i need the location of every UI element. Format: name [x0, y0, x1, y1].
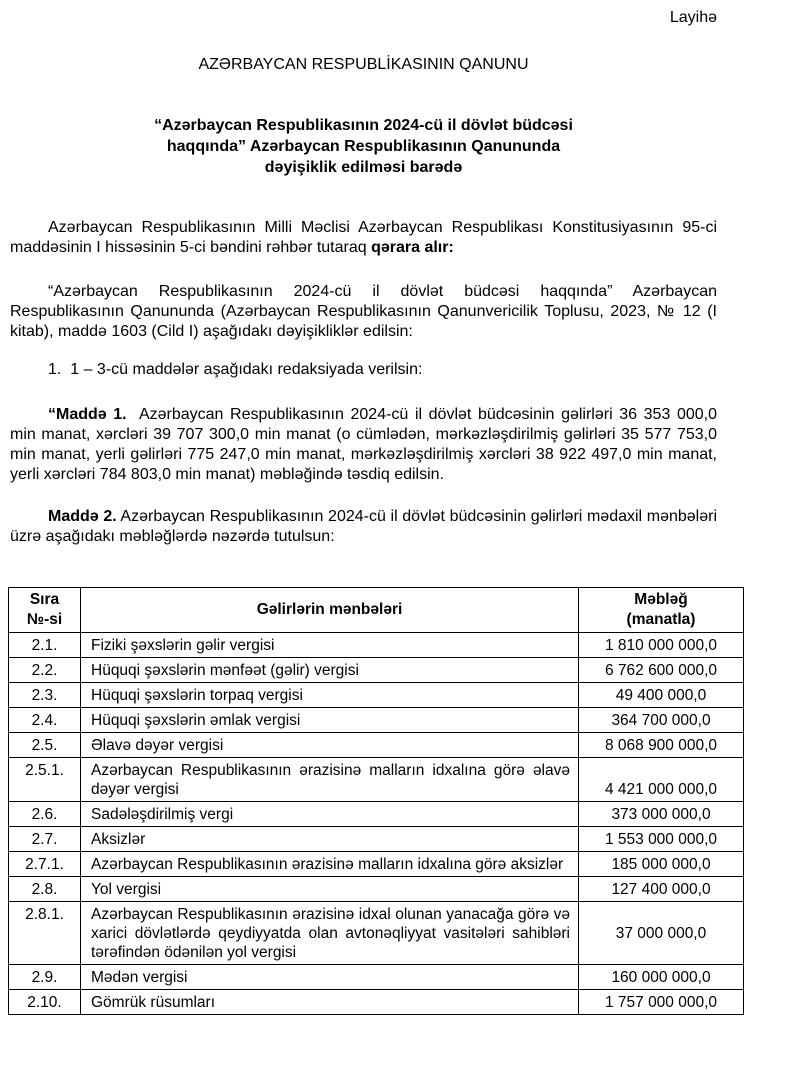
table-row — [9, 658, 744, 683]
cell-source: Gömrük rüsumları — [81, 990, 579, 1015]
table-row — [9, 990, 744, 1015]
article-1-paragraph — [10, 405, 717, 485]
article-1-text: Azərbaycan Respublikasının 2024-cü il dövlət büdcəsinin gəlirləri 36 353 000,0 min manat, xərcləri 39 707 300,0 min manat (o cümlədən, mərkəzləşdirilmiş gəlirləri 35 577 753,0 min manat, yerli gəlirləri 775 247,0 min manat, mərkəzləşdirilmiş xərcləri 38 922 497,0 min manat, yerli xərcləri 784 803,0 min manat) məbləğində təsdiq edilsin. — [10, 406, 717, 483]
cell-no: 2.9. — [9, 965, 81, 990]
header-cell-no: Sıra №-si — [9, 588, 81, 633]
cell-no: 2.8.1. — [9, 902, 81, 965]
cell-source: Hüquqi şəxslərin mənfəət (gəlir) vergisi — [81, 658, 579, 683]
cell-source: Əlavə dəyər vergisi — [81, 733, 579, 758]
cell-amount: 1 553 000 000,0 — [579, 827, 744, 852]
table-header-row — [9, 588, 744, 633]
article-2-label: Maddə 2. — [48, 508, 117, 525]
cell-amount: 6 762 600 000,0 — [579, 658, 744, 683]
cell-source: Sadələşdirilmiş vergi — [81, 802, 579, 827]
cell-amount: 127 400 000,0 — [579, 877, 744, 902]
draft-label: Layihə — [669, 9, 717, 26]
cell-source: Hüquqi şəxslərin əmlak vergisi — [81, 708, 579, 733]
table-row — [9, 733, 744, 758]
cell-source: Aksizlər — [81, 827, 579, 852]
cell-no: 2.1. — [9, 633, 81, 658]
cell-source: Fiziki şəxslərin gəlir vergisi — [81, 633, 579, 658]
cell-amount: 1 757 000 000,0 — [579, 990, 744, 1015]
table-row — [9, 708, 744, 733]
cell-amount: 49 400 000,0 — [579, 683, 744, 708]
cell-amount: 8 068 900 000,0 — [579, 733, 744, 758]
table-row — [9, 683, 744, 708]
article-2-paragraph — [10, 507, 717, 547]
cell-no: 2.7. — [9, 827, 81, 852]
cell-no: 2.4. — [9, 708, 81, 733]
table-row — [9, 827, 744, 852]
cell-source: Mədən vergisi — [81, 965, 579, 990]
cell-amount: 37 000 000,0 — [579, 902, 744, 965]
cell-source: Azərbaycan Respublikasının ərazisinə idxal olunan yanacağa görə və xarici dövlətlərdə qeydiyyatda olan avtonəqliyyat vasitələri sahibləri tərəfindən ödənilən yol vergisi — [81, 902, 579, 965]
amendment-paragraph: “Azərbaycan Respublikasının 2024-cü il dövlət büdcəsi haqqında” Azərbaycan Respublikasının Qanununda (Azərbaycan Respublikasının Qanunvericilik Toplusu, 2023, № 12 (I kitab), maddə 1603 (Cild I) aşağıdakı dəyişikliklər edilsin: — [10, 283, 717, 340]
cell-amount: 373 000 000,0 — [579, 802, 744, 827]
preamble-bold: qərara alır: — [371, 239, 454, 256]
article-1-label: “Maddə 1. — [48, 406, 127, 423]
table-row — [9, 877, 744, 902]
table-row — [9, 902, 744, 965]
cell-no: 2.10. — [9, 990, 81, 1015]
cell-amount: 4 421 000 000,0 — [579, 758, 744, 802]
preamble-paragraph — [10, 218, 717, 258]
table-row — [9, 965, 744, 990]
header-cell-source: Gəlirlərin mənbələri — [81, 588, 579, 633]
cell-source: Azərbaycan Respublikasının ərazisinə malların idxalına görə aksizlər — [81, 852, 579, 877]
cell-amount: 160 000 000,0 — [579, 965, 744, 990]
cell-no: 2.2. — [9, 658, 81, 683]
subject-heading-line-2: haqqında” Azərbaycan Respublikasının Qanununda — [166, 138, 561, 155]
cell-no: 2.6. — [9, 802, 81, 827]
revenue-table — [8, 587, 744, 1015]
cell-no: 2.5.1. — [9, 758, 81, 802]
article-2-text: Azərbaycan Respublikasının 2024-cü il dövlət büdcəsinin gəlirləri mədaxil mənbələri üzrə aşağıdakı məbləğlərdə nəzərdə tutulsun: — [10, 508, 718, 545]
subject-heading-line-1: “Azərbaycan Respublikasının 2024-cü il dövlət büdcəsi — [154, 117, 573, 134]
cell-source: Yol vergisi — [81, 877, 579, 902]
cell-no: 2.8. — [9, 877, 81, 902]
law-title: AZƏRBAYCAN RESPUBLİKASININ QANUNU — [198, 56, 529, 73]
table-row — [9, 802, 744, 827]
cell-amount: 1 810 000 000,0 — [579, 633, 744, 658]
header-cell-amount: Məbləğ (manatla) — [579, 588, 744, 633]
table-row — [9, 633, 744, 658]
cell-amount: 364 700 000,0 — [579, 708, 744, 733]
cell-no: 2.7.1. — [9, 852, 81, 877]
list-item-1: 1. 1 – 3-cü maddələr aşağıdakı redaksiyada verilsin: — [48, 361, 423, 378]
cell-source: Azərbaycan Respublikasının ərazisinə malların idxalına görə əlavə dəyər vergisi — [81, 758, 579, 802]
table-row — [9, 758, 744, 802]
cell-no: 2.5. — [9, 733, 81, 758]
cell-source: Hüquqi şəxslərin torpaq vergisi — [81, 683, 579, 708]
subject-heading — [10, 115, 717, 178]
preamble-text: Azərbaycan Respublikasının Milli Məclisi Azərbaycan Respublikası Konstitusiyasının 95-ci maddəsinin I hissəsinin 5-ci bəndini rəhbər tutaraq — [10, 219, 717, 256]
table-row — [9, 852, 744, 877]
subject-heading-line-3: dəyişiklik edilməsi barədə — [264, 159, 463, 176]
cell-no: 2.3. — [9, 683, 81, 708]
cell-amount: 185 000 000,0 — [579, 852, 744, 877]
